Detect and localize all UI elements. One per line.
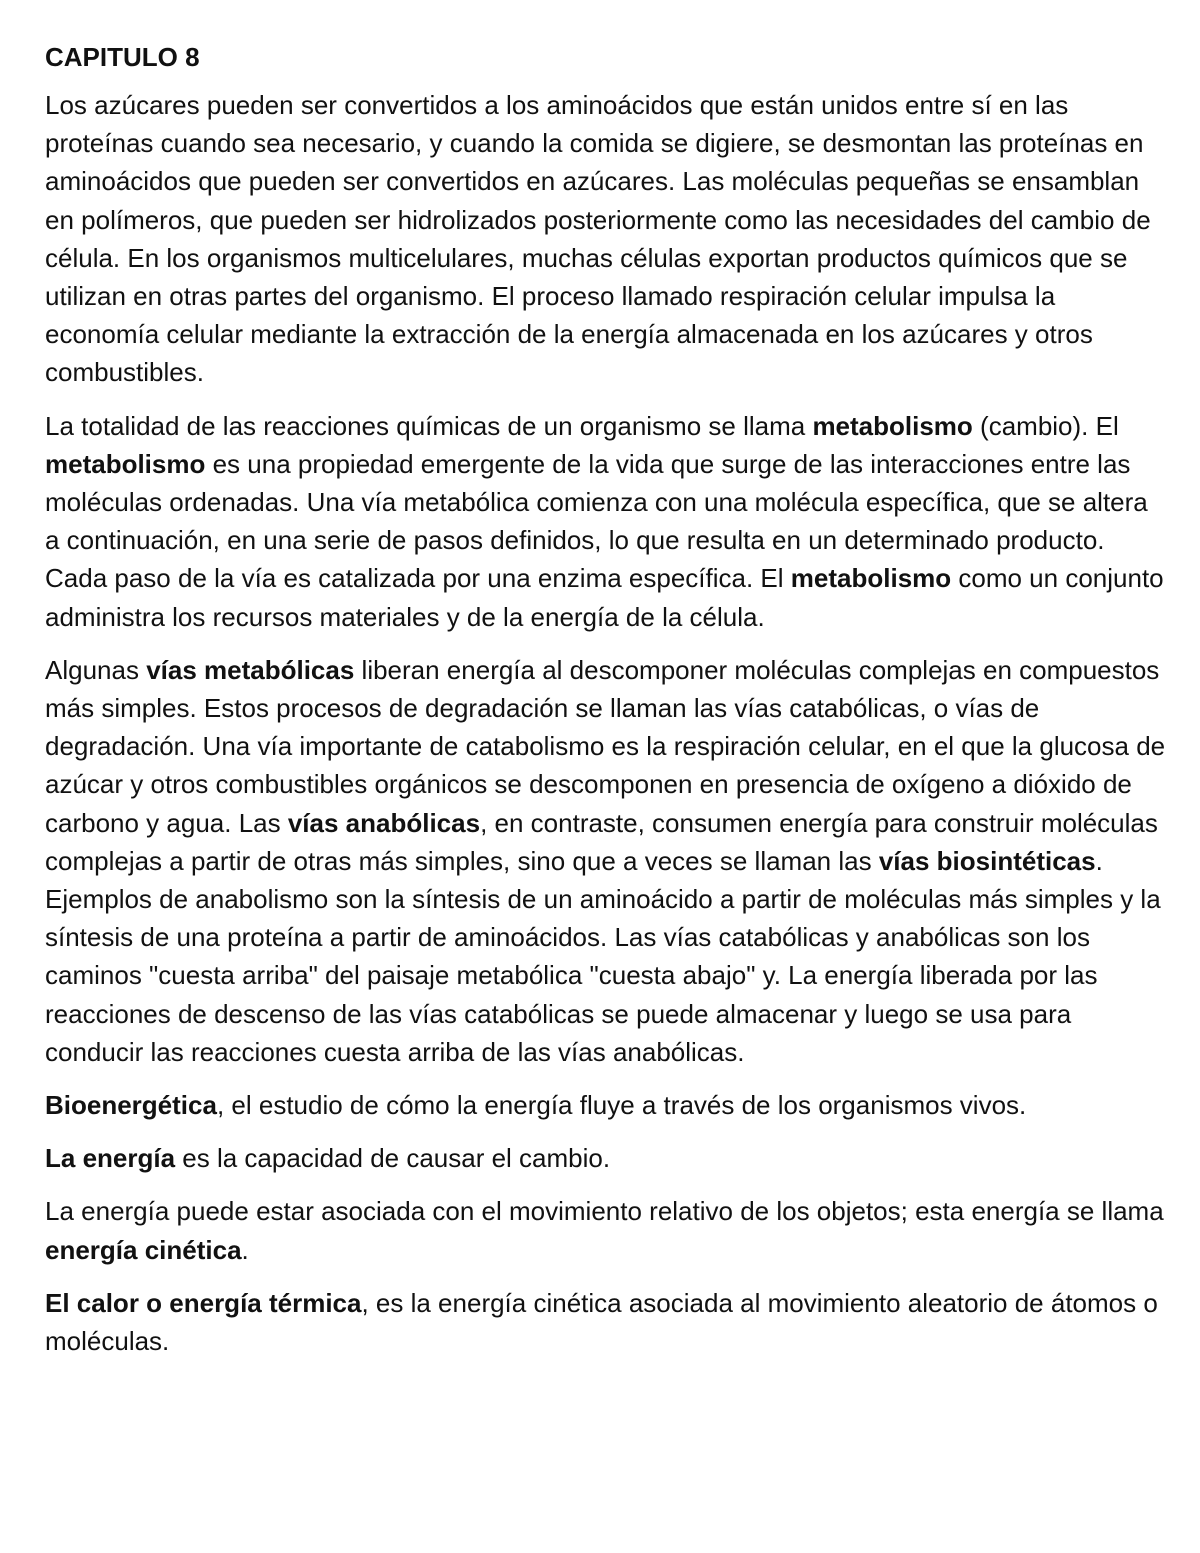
paragraph-text: La energía puede estar asociada con el movimiento relativo de los objetos; esta energía se llama (45, 1196, 1164, 1227)
paragraph-text: La totalidad de las reacciones químicas de un organismo se llama (45, 410, 813, 441)
paragraph-text: , en contraste, consumen energía para construir moléculas complejas a partir de otras más simples, sino que a veces se llaman las (45, 807, 1158, 876)
bold-term: energía cinética (45, 1234, 242, 1265)
paragraph-text: . Ejemplos de anabolismo son la síntesis de un aminoácido a partir de moléculas más simples y la síntesis de una proteína a partir de aminoácidos. Las vías catabólicas y anabólicas son los caminos "cuesta arriba" del paisaje metabólica "cuesta abajo" y. La energía liberada por las reacciones de descenso de las vías catabólicas se puede almacenar y luego se usa para conducir las reacciones cuesta arriba de las vías anabólicas. (45, 845, 1161, 1067)
paragraph-text: Los azúcares pueden ser convertidos a los aminoácidos que están unidos entre sí en las proteínas cuando sea necesario, y cuando la comida se digiere, se desmontan las proteínas en aminoácidos que pueden ser convertidos en azúcares. Las moléculas pequeñas se ensamblan en polímeros, que pueden ser hidrolizados posteriormente como las necesidades del cambio de célula. En los organismos multicelulares, muchas células exportan productos químicos que se utilizan en otras partes del organismo. El proceso llamado respiración celular impulsa la economía celular mediante la extracción de la energía almacenada en los azúcares y otros combustibles. (45, 90, 1151, 388)
paragraph-thermal-energy (45, 1284, 1167, 1360)
paragraph-kinetic-energy (45, 1192, 1167, 1268)
paragraph-text: , es la energía cinética asociada al movimiento aleatorio de átomos o moléculas. (45, 1287, 1158, 1357)
bold-term: metabolismo (812, 410, 973, 441)
bold-term: vías anabólicas (287, 807, 481, 838)
bold-term: Bioenergética (45, 1090, 217, 1121)
bold-term: La energía (45, 1143, 176, 1174)
document-page (45, 38, 1167, 1375)
paragraph-text: Algunas (45, 654, 147, 685)
bold-term: vías biosintéticas (878, 845, 1096, 876)
bold-term: El calor o energía térmica (45, 1287, 362, 1318)
bold-term: metabolismo (45, 448, 206, 479)
paragraph-text: (cambio). El (972, 410, 1119, 441)
paragraph-energy-definition (45, 1139, 1167, 1177)
paragraph-text: liberan energía al descomponer moléculas complejas en compuestos más simples. Estos procesos de degradación se llaman las vías catabólicas, o vías de degradación. Una vía importante de catabolismo es la respiración celular, en el que la glucosa de azúcar y otros combustibles orgánicos se descomponen en presencia de oxígeno a dióxido de carbono y agua. Las (45, 654, 1166, 838)
paragraph-bioenergetics (45, 1086, 1167, 1124)
paragraph-text: como un conjunto administra los recursos materiales y de la energía de la célula. (45, 563, 1164, 632)
bold-term: metabolismo (790, 563, 952, 594)
bold-term: vías metabólicas (146, 654, 355, 685)
paragraph-text: es una propiedad emergente de la vida que surge de las interacciones entre las moléculas ordenadas. Una vía metabólica comienza con una molécula específica, que se altera a continuación, en una serie de pasos definidos, lo que resulta en un determinado producto. Cada paso de la vía es catalizada por una enzima específica. El (45, 448, 1148, 594)
paragraph-text: es la capacidad de causar el cambio. (175, 1143, 611, 1174)
paragraph-sugars-proteins (45, 86, 1167, 392)
paragraph-metabolism (45, 407, 1167, 636)
paragraph-metabolic-pathways (45, 651, 1167, 1071)
chapter-title: CAPITULO 8 (45, 42, 200, 72)
paragraph-text: . (241, 1234, 249, 1265)
paragraph-text: , el estudio de cómo la energía fluye a través de los organismos vivos. (216, 1090, 1027, 1121)
